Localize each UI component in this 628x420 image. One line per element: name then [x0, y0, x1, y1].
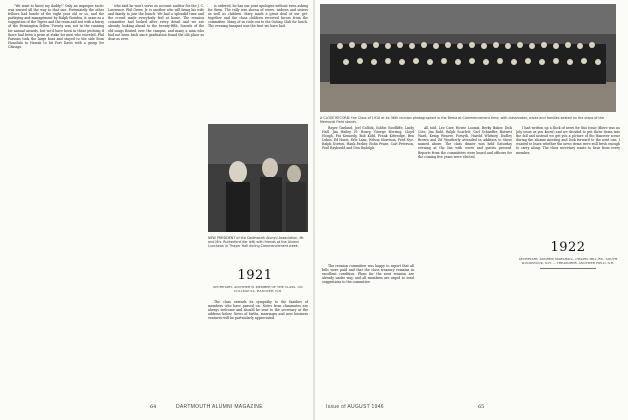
class-photo-left [208, 124, 308, 232]
page-number-right: 65 [478, 404, 485, 410]
running-head-left: DARTMOUTH ALUMNI MAGAZINE [176, 404, 263, 410]
right-column-1-bottom [322, 264, 414, 396]
right-column-2 [418, 126, 512, 396]
secretary-line: SECRETARY, ANDREW MARSHALL, CHAPEL HILL RD., SOUTH WOODSTOCK, N.H. — TREASURER, ANOTHER FIELD, N.H. [518, 257, 618, 265]
photo-caption: NEW PRESIDENT of the Dartmouth Alumni Association, Mr. and Mrs. Rutherford (far left) with friends at the Alumni Luncheon in Thayer Hall during Commencement week. [208, 236, 305, 248]
body-text: "We want to know my daddy!" Only an improper tactic was sensed all the way to that one. Fortunately the other fellows had bonds of the eight year old or so, and the parlaying and management by Ralph Rowden, it came as a suggestion of the Tigers and the team and not with a hurry of the Pennington fellow. Twenty was not in the running for annual awards, but we'd have been in these pitching if there had been a prize at stake for men who traveled. Phil Parsons took the large boat and stayed to the side from Honolulu to Hawaii to hit Fort Davis with a group for Chicago. [8, 4, 104, 49]
left-column-1 [8, 4, 104, 400]
photo-caption: A CLOSE RECORD: the Class of 1910 at its 36th reunion photographed in the Bema at Commencement time, with classmates, wives and families seated on the steps of the Memorial Field stands. [320, 116, 604, 124]
photo-image [208, 124, 308, 232]
body-text: Rayer Garland, Joel Gollick, Goldie Goodliffe, Lindy Hall, Jim Hailey, H. Henry, George Herring, Lloyd Hough, Pat Kennedy, Bob Kidd, Frank Kittredge, Ben Lukas, Ed Hurst, Erle Lane, Wilson Morrison, Fred Nye, Ralph Norton, Hank Parker, Rohn Pease, Carl Peterson, Paul Raybould and Don Rudolph. [322, 126, 414, 151]
divider [540, 268, 596, 269]
reunion-group-photo [320, 4, 616, 112]
left-column-3-bottom [208, 300, 308, 396]
body-text: The class extends its sympathy to the families of members who have passed on. Notes from classmates are always welcome and should be sent to the secretary at the address below. News of births, marriages and new business ventures will be particularly appreciated. [208, 300, 308, 321]
body-text: All told, Lee Carr, Howie Loomis, Berky Baker, Dick Cote, Jim Ruhl, Ralph Scarlett, Carl Schaeffer, Barnett Ward, Kemp Weaver, Forsyth, Harold Whitney, Dudley Brown and Ed Weatherly attended in addition to those named above. The class dinner was held Saturday evening at the Inn with wives and guests present. Reports from the committees were heard and officers for the coming five years were elected. [418, 126, 512, 159]
body-text: who said he won't serve as account auditor for the J. C. Lawrence. Phil Greer, Jr. is another who will bring his wife and family to join the bunch. We had a splendid time and the crowd made everybody feel at home. The reunion committee had looked after every detail and we are already looking ahead to the twenty-fifth. Sounds of the old songs floated over the campus, and many a man who had not been back since graduation found the old place as dear as ever. [108, 4, 204, 41]
page-number-left: 64 [150, 404, 157, 410]
right-column-3 [516, 126, 620, 236]
class-year-heading: 1921 [237, 268, 273, 283]
body-text: The reunion committee was happy to report that all bills were paid and that the class treasury remains in excellent condition. Plans for the next reunion are already under way, and all members are urged to send suggestions to the committee. [322, 264, 414, 285]
page-gutter [313, 0, 315, 420]
body-text: is ordered, he has our joint apologies without even asking for them. The rally was shown of wives, widows and sisters as well as children. Mary made a great deal of our get-together and the class children received favors from the committee. Many of us rode out to the Outing Club for lunch. The evening banquet was the best we have had. [208, 4, 308, 29]
running-head-right: Issue of AUGUST 1946 [326, 404, 384, 410]
body-text: I had written up a flock of news for this issue (there was no July issue as you know) and we decided to put these items into the fall and instead we get you a picture of the Hanover scene during the alumni meeting and look forward to the next one. I wanted to learn whether the news items were still fresh enough to carry along. The class secretary wants to hear from every member. [516, 126, 620, 155]
photo-image [320, 4, 616, 112]
right-column-1 [322, 126, 414, 260]
secretary-line: SECRETARY, ANOTHER W. MEMBER OF THE CLASS, 102 COLLEGE ST., HANOVER, N.H. [213, 285, 303, 293]
class-year-heading: 1922 [550, 240, 586, 255]
left-column-2 [108, 4, 204, 400]
